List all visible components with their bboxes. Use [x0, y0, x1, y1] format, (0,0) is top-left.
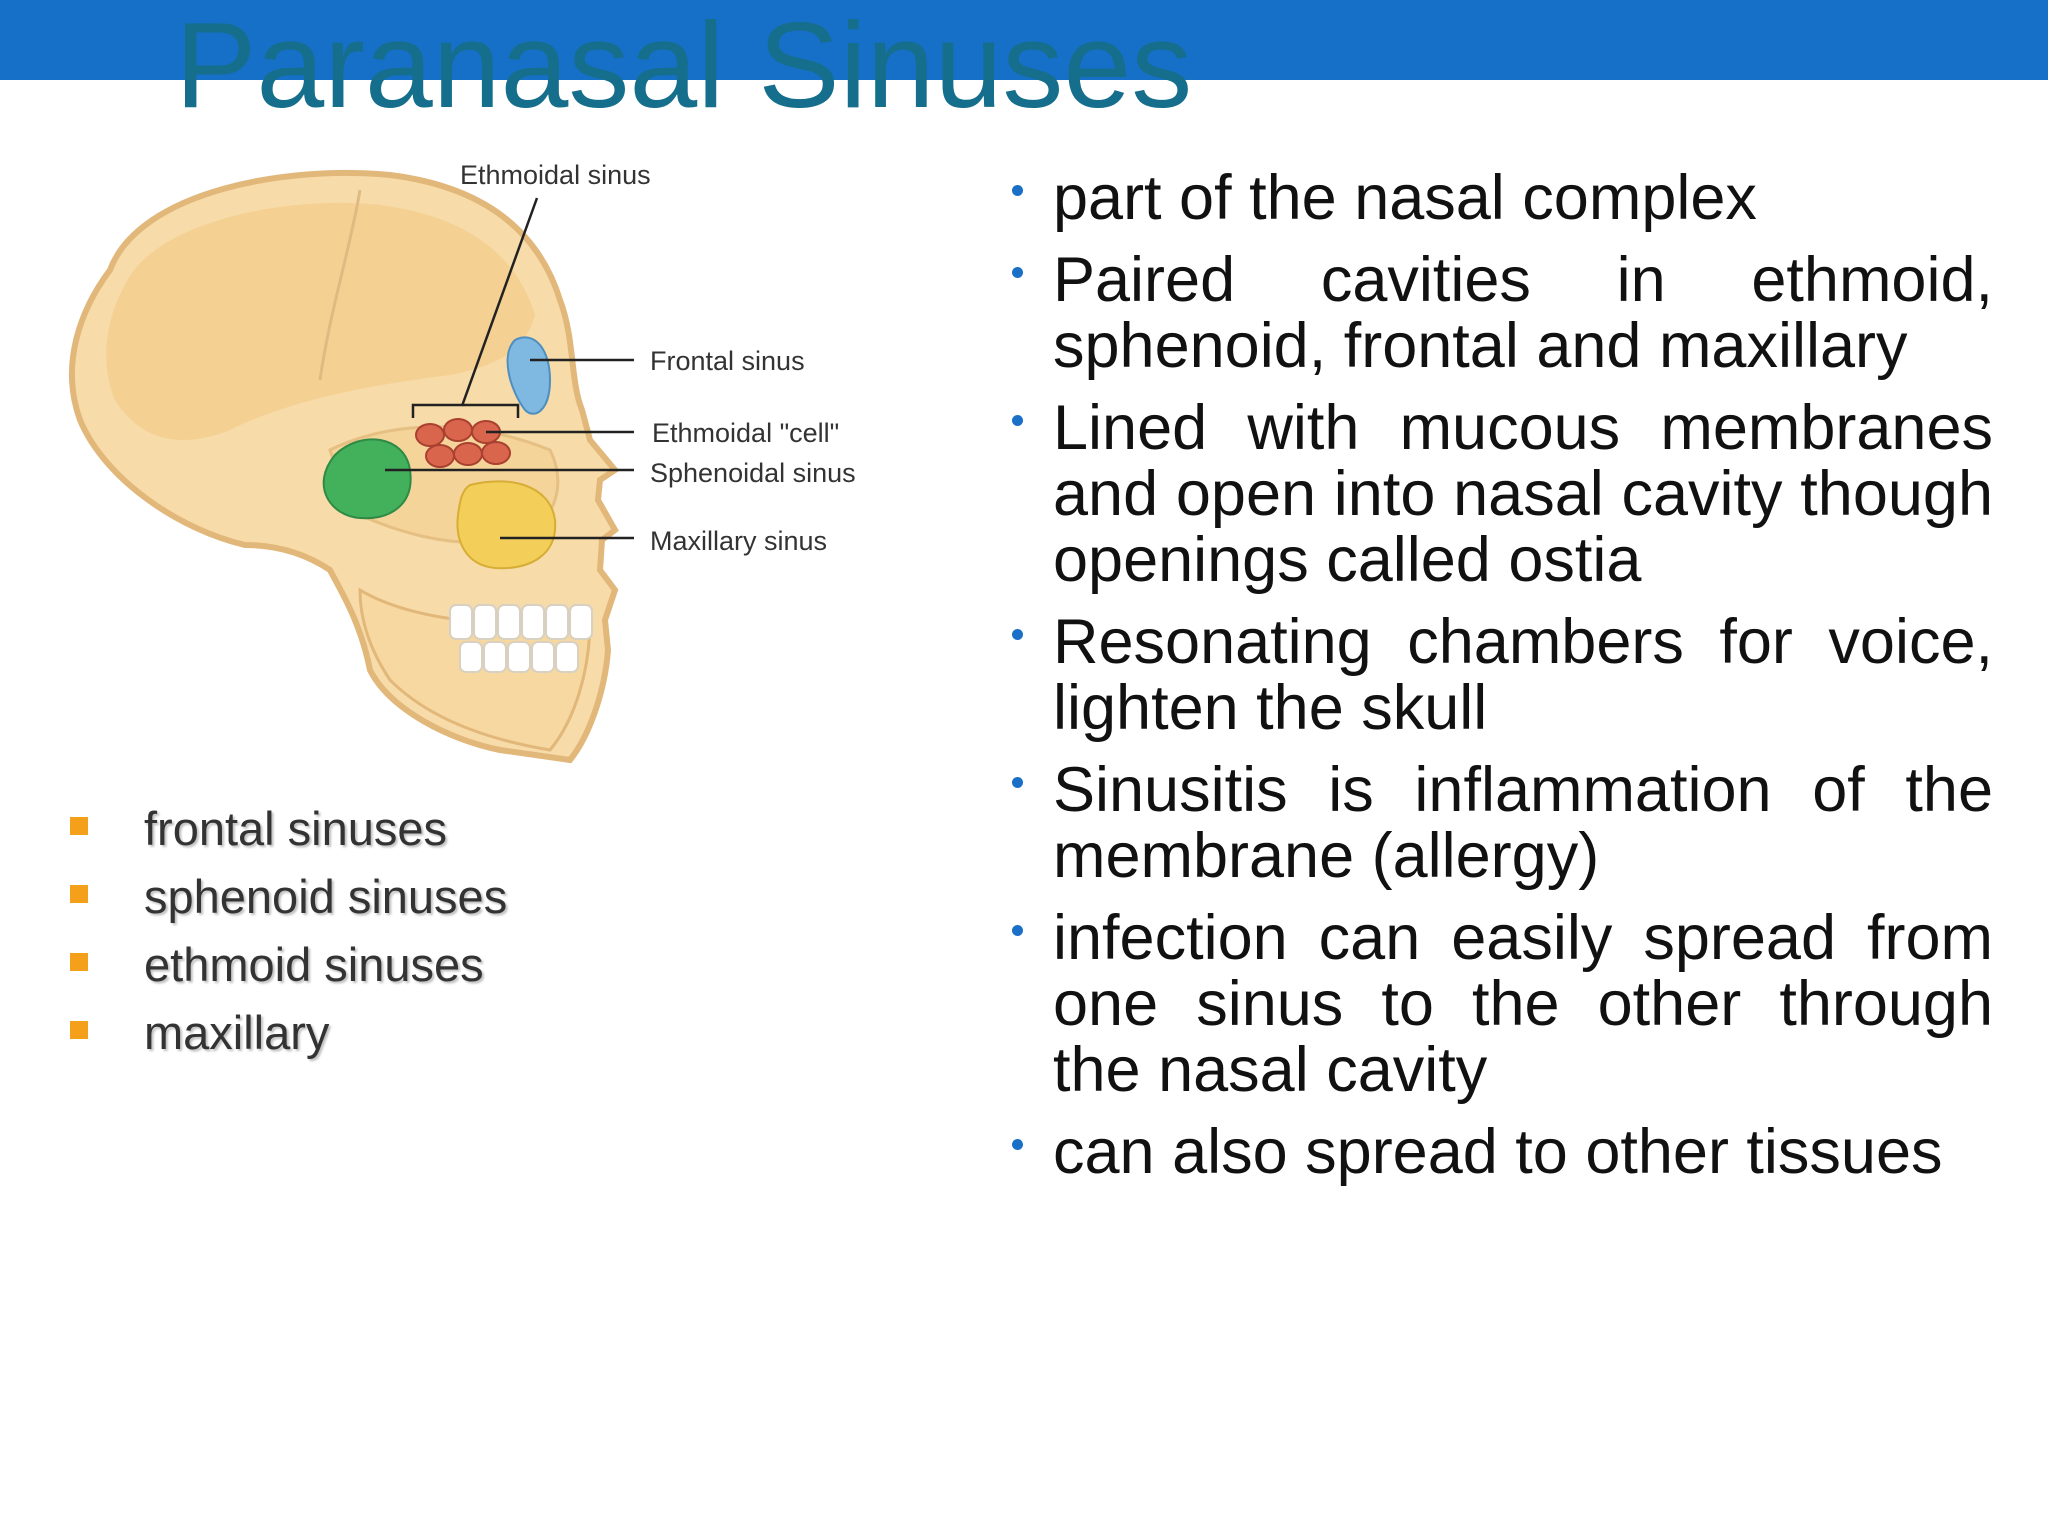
list-item-text: Paired cavities in ethmoid, sphenoid, frontal and maxillary: [1053, 245, 1993, 381]
square-bullet-icon: [70, 885, 88, 903]
list-item: [68, 999, 507, 1067]
dot-bullet-icon: [1012, 1139, 1023, 1150]
label-sphenoidal-sinus: Sphenoidal sinus: [650, 458, 856, 488]
dot-bullet-icon: [1012, 925, 1023, 936]
list-item: [1008, 247, 1993, 379]
dot-bullet-icon: [1012, 629, 1023, 640]
label-frontal-sinus: Frontal sinus: [650, 346, 805, 376]
list-item: [68, 931, 507, 999]
list-item-text: Sinusitis is inflammation of the membrane (allergy): [1053, 755, 1993, 891]
ethmoid-cells-shape: [416, 419, 510, 467]
square-bullet-icon: [70, 1021, 88, 1039]
list-item-label: maxillary: [144, 1006, 330, 1059]
skull-sinus-figure: [30, 150, 890, 770]
label-ethmoidal-cell: Ethmoidal "cell": [652, 418, 840, 448]
list-item: [1008, 165, 1993, 231]
square-bullet-icon: [70, 953, 88, 971]
list-item-label: sphenoid sinuses: [144, 870, 508, 923]
list-item: [1008, 757, 1993, 889]
label-maxillary-sinus: Maxillary sinus: [650, 526, 828, 556]
dot-bullet-icon: [1012, 777, 1023, 788]
maxillary-sinus-shape: [457, 481, 555, 568]
dot-bullet-icon: [1012, 267, 1023, 278]
list-item: [68, 863, 507, 931]
slide-title: Paranasal Sinuses: [175, 0, 1193, 133]
label-ethmoidal-sinus: Ethmoidal sinus: [460, 160, 651, 190]
list-item-text: part of the nasal complex: [1053, 163, 1757, 233]
dot-bullet-icon: [1012, 415, 1023, 426]
dot-bullet-icon: [1012, 185, 1023, 196]
list-item-text: Lined with mucous membranes and open into nasal cavity though openings called ostia: [1053, 393, 1993, 595]
list-item-label: frontal sinuses: [144, 802, 448, 855]
list-item: [1008, 1119, 1993, 1185]
list-item: [1008, 395, 1993, 593]
list-item-text: Resonating chambers for voice, lighten the skull: [1053, 607, 1993, 743]
skull-illustration: [30, 150, 890, 770]
sinus-type-list: [68, 795, 507, 1067]
list-item: [1008, 905, 1993, 1103]
list-item: [68, 795, 507, 863]
list-item: [1008, 609, 1993, 741]
list-item-text: can also spread to other tissues: [1053, 1117, 1943, 1187]
sinus-facts-list: [1008, 165, 1993, 1201]
list-item-label: ethmoid sinuses: [144, 938, 484, 991]
square-bullet-icon: [70, 817, 88, 835]
list-item-text: infection can easily spread from one sinus to the other through the nasal cavity: [1053, 903, 1993, 1105]
